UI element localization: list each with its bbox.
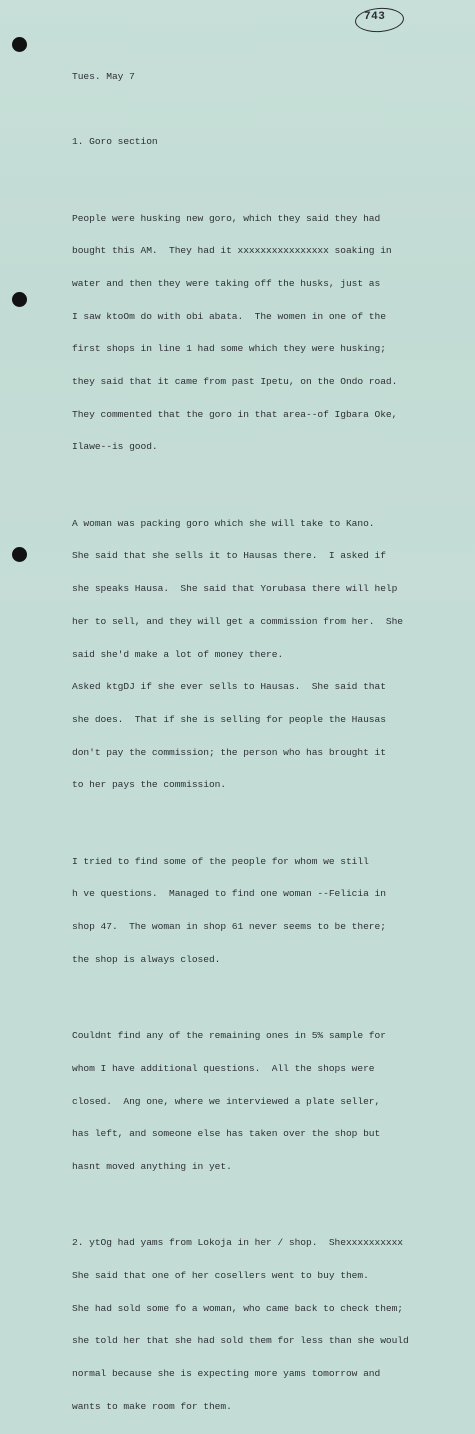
page-number: 743: [364, 11, 386, 23]
p2-line: Asked ktgDJ if she ever sells to Hausas. She said that: [72, 681, 386, 693]
p1-line: People were husking new goro, which they said they had: [72, 212, 381, 224]
p5-line: She had sold some fo a woman, who came back to check them;: [72, 1302, 404, 1314]
section-heading: 1. Goro section: [72, 136, 158, 148]
p1-line: they said that it came from past Ipetu, on the Ondo road.: [72, 376, 398, 388]
p1-line: water and then they were taking off the husks, just as: [72, 277, 381, 289]
p2-line: to her pays the commission.: [72, 779, 227, 791]
p2-line: She said that she sells it to Hausas there. I asked if: [72, 550, 386, 562]
p2-line: said she'd make a lot of money there.: [72, 648, 284, 660]
p4-line: hasnt moved anything in yet.: [72, 1160, 232, 1172]
p2-line: her to sell, and they will get a commission from her. She: [72, 615, 404, 627]
p4-line: closed. Ang one, where we interviewed a plate seller,: [72, 1095, 381, 1107]
p5-line: normal because she is expecting more yams tomorrow and: [72, 1368, 381, 1380]
p4-line: whom I have additional questions. All the shops were: [72, 1062, 375, 1074]
date-line: Tues. May 7: [72, 70, 135, 82]
p2-line: she does. That if she is selling for people the Hausas: [72, 713, 386, 725]
p1-line: first shops in line 1 had some which they were husking;: [72, 343, 386, 355]
p1-line: Ilawe--is good.: [72, 441, 158, 453]
p2-line: she speaks Hausa. She said that Yorubasa there will help: [72, 583, 398, 595]
p1-line: They commented that the goro in that area--of Igbara Oke,: [72, 408, 398, 420]
p5-line: She said that one of her cosellers went to buy them.: [72, 1269, 369, 1281]
p3-line: the shop is always closed.: [72, 953, 221, 965]
p5-line: 2. ytOg had yams from Lokoja in her / shop. Shexxxxxxxxxx: [72, 1237, 404, 1249]
p1-line: I saw ktoOm do with obi abata. The women in one of the: [72, 310, 386, 322]
p2-line: A woman was packing goro which she will take to Kano.: [72, 517, 375, 529]
p5-line: wants to make room for them.: [72, 1400, 232, 1412]
p4-line: Couldnt find any of the remaining ones in 5% sample for: [72, 1030, 386, 1042]
p3-line: shop 47. The woman in shop 61 never seems to be there;: [72, 921, 386, 933]
document-body: [72, 50, 442, 1434]
p5-line: she told her that she had sold them for less than she would: [72, 1335, 409, 1347]
punch-hole-bottom: [12, 547, 27, 562]
p3-line: h ve questions. Managed to find one woman --Felicia in: [72, 888, 386, 900]
p4-line: has left, and someone else has taken over the shop but: [72, 1128, 381, 1140]
punch-hole-top: [12, 37, 27, 52]
p2-line: don't pay the commission; the person who has brought it: [72, 746, 386, 758]
punch-hole-middle: [12, 292, 27, 307]
p3-line: I tried to find some of the people for whom we still: [72, 855, 369, 867]
p1-line: bought this AM. They had it xxxxxxxxxxxxxxxx soaking in: [72, 245, 392, 257]
